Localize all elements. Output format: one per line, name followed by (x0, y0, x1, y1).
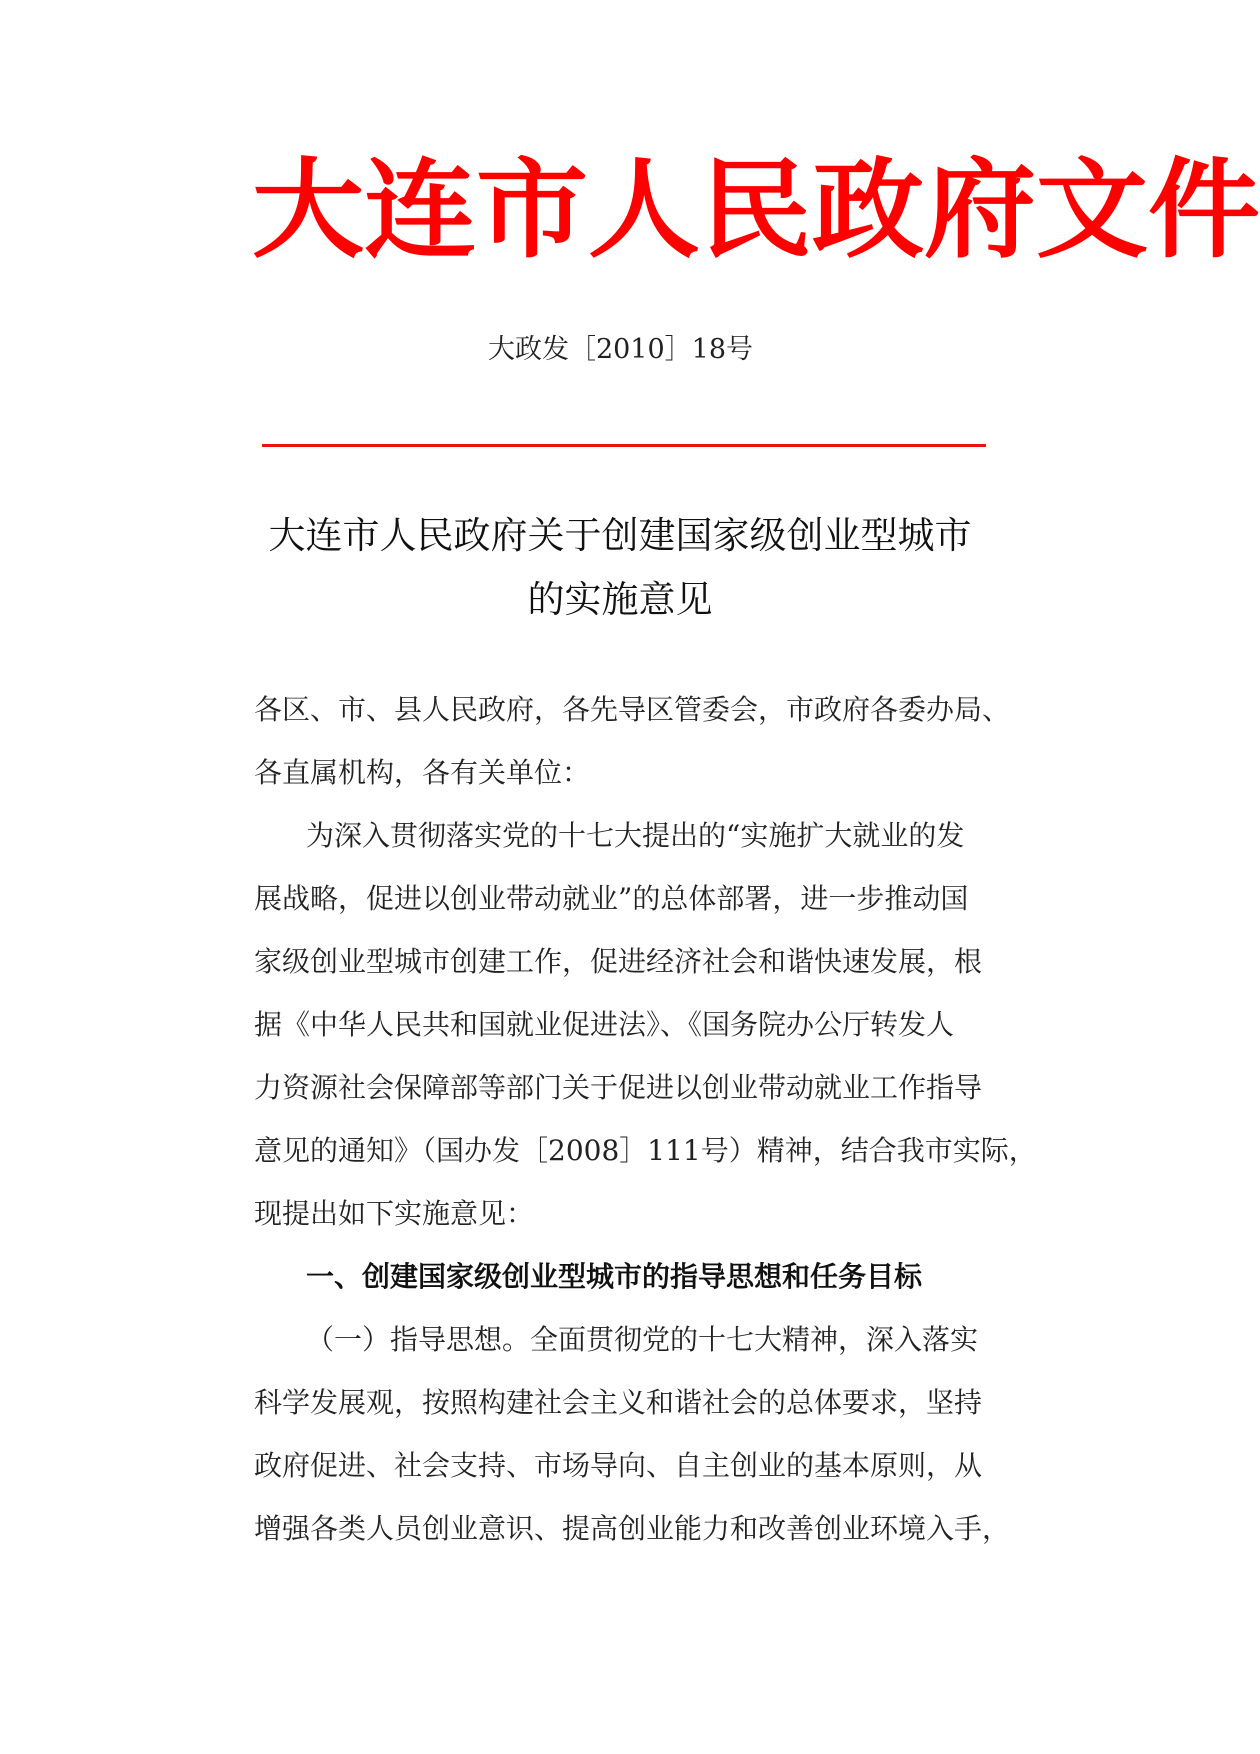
addressee-line: 各区、市、县人民政府，各先导区管委会，市政府各委办局、 (254, 693, 1011, 726)
addressee-line: 各直属机构，各有关单位： (254, 756, 591, 789)
body-line: 现提出如下实施意见： (254, 1197, 535, 1230)
body-line: 科学发展观，按照构建社会主义和谐社会的总体要求，坚持 (254, 1386, 983, 1419)
body-line: 展战略，促进以创业带动就业”的总体部署，进一步推动国 (254, 882, 969, 915)
red-divider (262, 444, 986, 447)
body-line: 家级创业型城市创建工作，促进经济社会和谐快速发展，根 (254, 945, 983, 978)
section-heading: 一、创建国家级创业型城市的指导思想和任务目标 (306, 1260, 923, 1293)
title-line: 大连市人民政府关于创建国家级创业型城市 (268, 514, 972, 557)
body-line: 力资源社会保障部等部门关于促进以创业带动就业工作指导 (254, 1071, 983, 1104)
body-line: 为深入贯彻落实党的十七大提出的“实施扩大就业的发 (306, 819, 965, 852)
body-line: 政府促进、社会支持、市场导向、自主创业的基本原则，从 (254, 1449, 983, 1482)
body-line: 增强各类人员创业意识、提高创业能力和改善创业环境入手， (254, 1512, 1011, 1545)
masthead-title: 大连市人民政府文件 (252, 147, 1260, 273)
body-line: 据《中华人民共和国就业促进法》、《国务院办公厅转发人 (254, 1008, 955, 1041)
body-line: （一）指导思想。全面贯彻党的十七大精神，深入落实 (306, 1323, 979, 1356)
title-line: 的实施意见 (527, 578, 713, 621)
document-title (240, 504, 1000, 632)
body-line: 意见的通知》（国办发［2008］111号）精神，结合我市实际， (254, 1134, 1037, 1167)
document-number: 大政发［2010］18号 (487, 334, 754, 365)
